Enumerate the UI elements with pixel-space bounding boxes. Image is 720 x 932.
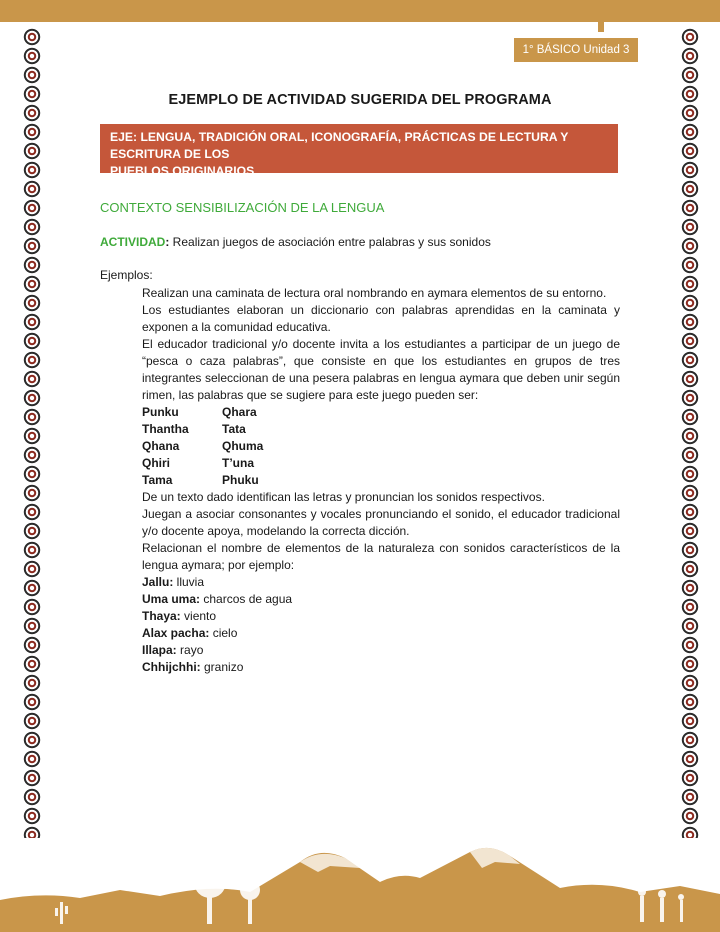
rhyme-word-b: Tata	[222, 422, 246, 436]
example-paragraph: Relacionan el nombre de elementos de la naturaleza con sonidos característicos de la lengua aymara; por ejemplo:	[142, 541, 620, 572]
nature-word-term: Alax pacha:	[142, 626, 210, 640]
nature-word-meaning: lluvia	[173, 575, 205, 589]
nature-word	[142, 642, 620, 659]
nature-word-term: Thaya:	[142, 609, 181, 623]
nature-word-term: Uma uma:	[142, 592, 201, 606]
grade-tab: 1° BÁSICO Unidad 3	[514, 38, 638, 62]
rhyme-word-a: Qhana	[142, 439, 180, 453]
eje-box	[100, 124, 618, 178]
rhyme-pair	[142, 455, 620, 472]
page-title: EJEMPLO DE ACTIVIDAD SUGERIDA DEL PROGRAMA	[168, 92, 552, 108]
rhyme-word-b: Phuku	[222, 473, 259, 487]
examples-body	[142, 285, 620, 676]
rhyme-pair	[142, 472, 620, 489]
example-paragraph: Juegan a asociar consonantes y vocales pronunciando el sonido, el educador tradicional y/o docente apoya, modelando la correcta dicción.	[142, 507, 620, 538]
nature-word	[142, 625, 620, 642]
rhyme-pair	[142, 438, 620, 455]
rhyme-pair	[142, 404, 620, 421]
example-paragraph: Los estudiantes elaboran un diccionario con palabras aprendidas en la caminata y exponen a la comunidad educativa.	[142, 303, 620, 334]
nature-word-meaning: viento	[180, 609, 217, 623]
left-decorative-border	[22, 28, 42, 838]
rhyme-word-a: Thantha	[142, 422, 189, 436]
nature-word-term: Jallu:	[142, 575, 174, 589]
nature-word-term: Illapa:	[142, 643, 177, 657]
top-band-tick	[598, 22, 604, 32]
example-paragraph: Realizan una caminata de lectura oral nombrando en aymara elementos de su entorno.	[142, 286, 607, 300]
rhyme-pair	[142, 421, 620, 438]
rhyme-word-a: Tama	[142, 473, 173, 487]
actividad-line	[100, 235, 491, 249]
eje-line-2: PUEBLOS ORIGINARIOS.	[110, 164, 258, 178]
top-band	[0, 0, 720, 22]
nature-word-term: Chhijchhi:	[142, 660, 201, 674]
nature-word	[142, 591, 620, 608]
rhyme-word-b: Qhuma	[222, 439, 264, 453]
nature-word-meaning: cielo	[209, 626, 238, 640]
nature-word	[142, 608, 620, 625]
rhyme-word-b: Qhara	[222, 405, 257, 419]
rhyme-word-a: Qhiri	[142, 456, 171, 470]
nature-word	[142, 574, 620, 591]
example-paragraph: El educador tradicional y/o docente invita a los estudiantes a participar de un juego de “pesca o caza palabras”, que consiste en que los estudiantes en grupos de tres integrantes seleccionan de una pesera palabras en lengua aymara que deben unir según rimen, las palabras que se sugiere para este juego pueden ser:	[142, 337, 620, 402]
example-paragraph: De un texto dado identifican las letras y pronuncian los sonidos respectivos.	[142, 490, 545, 504]
ejemplos-label: Ejemplos:	[100, 268, 153, 282]
actividad-text: Realizan juegos de asociación entre palabras y sus sonidos	[169, 235, 491, 249]
rhyme-word-b: T’una	[222, 456, 254, 470]
nature-word-meaning: rayo	[176, 643, 204, 657]
contexto-heading: CONTEXTO SENSIBILIZACIÓN DE LA LENGUA	[100, 200, 385, 215]
actividad-colon: :	[165, 235, 170, 249]
right-decorative-border	[680, 28, 700, 838]
actividad-label: ACTIVIDAD	[100, 235, 166, 249]
landscape-silhouette-illustration	[0, 832, 720, 932]
nature-word-meaning: granizo	[200, 660, 244, 674]
nature-word-meaning: charcos de agua	[200, 592, 293, 606]
nature-word	[142, 659, 620, 676]
rhyme-word-a: Punku	[142, 405, 179, 419]
eje-line-1: EJE: LENGUA, TRADICIÓN ORAL, ICONOGRAFÍA, PRÁCTICAS DE LECTURA Y ESCRITURA DE LOS	[110, 130, 569, 161]
